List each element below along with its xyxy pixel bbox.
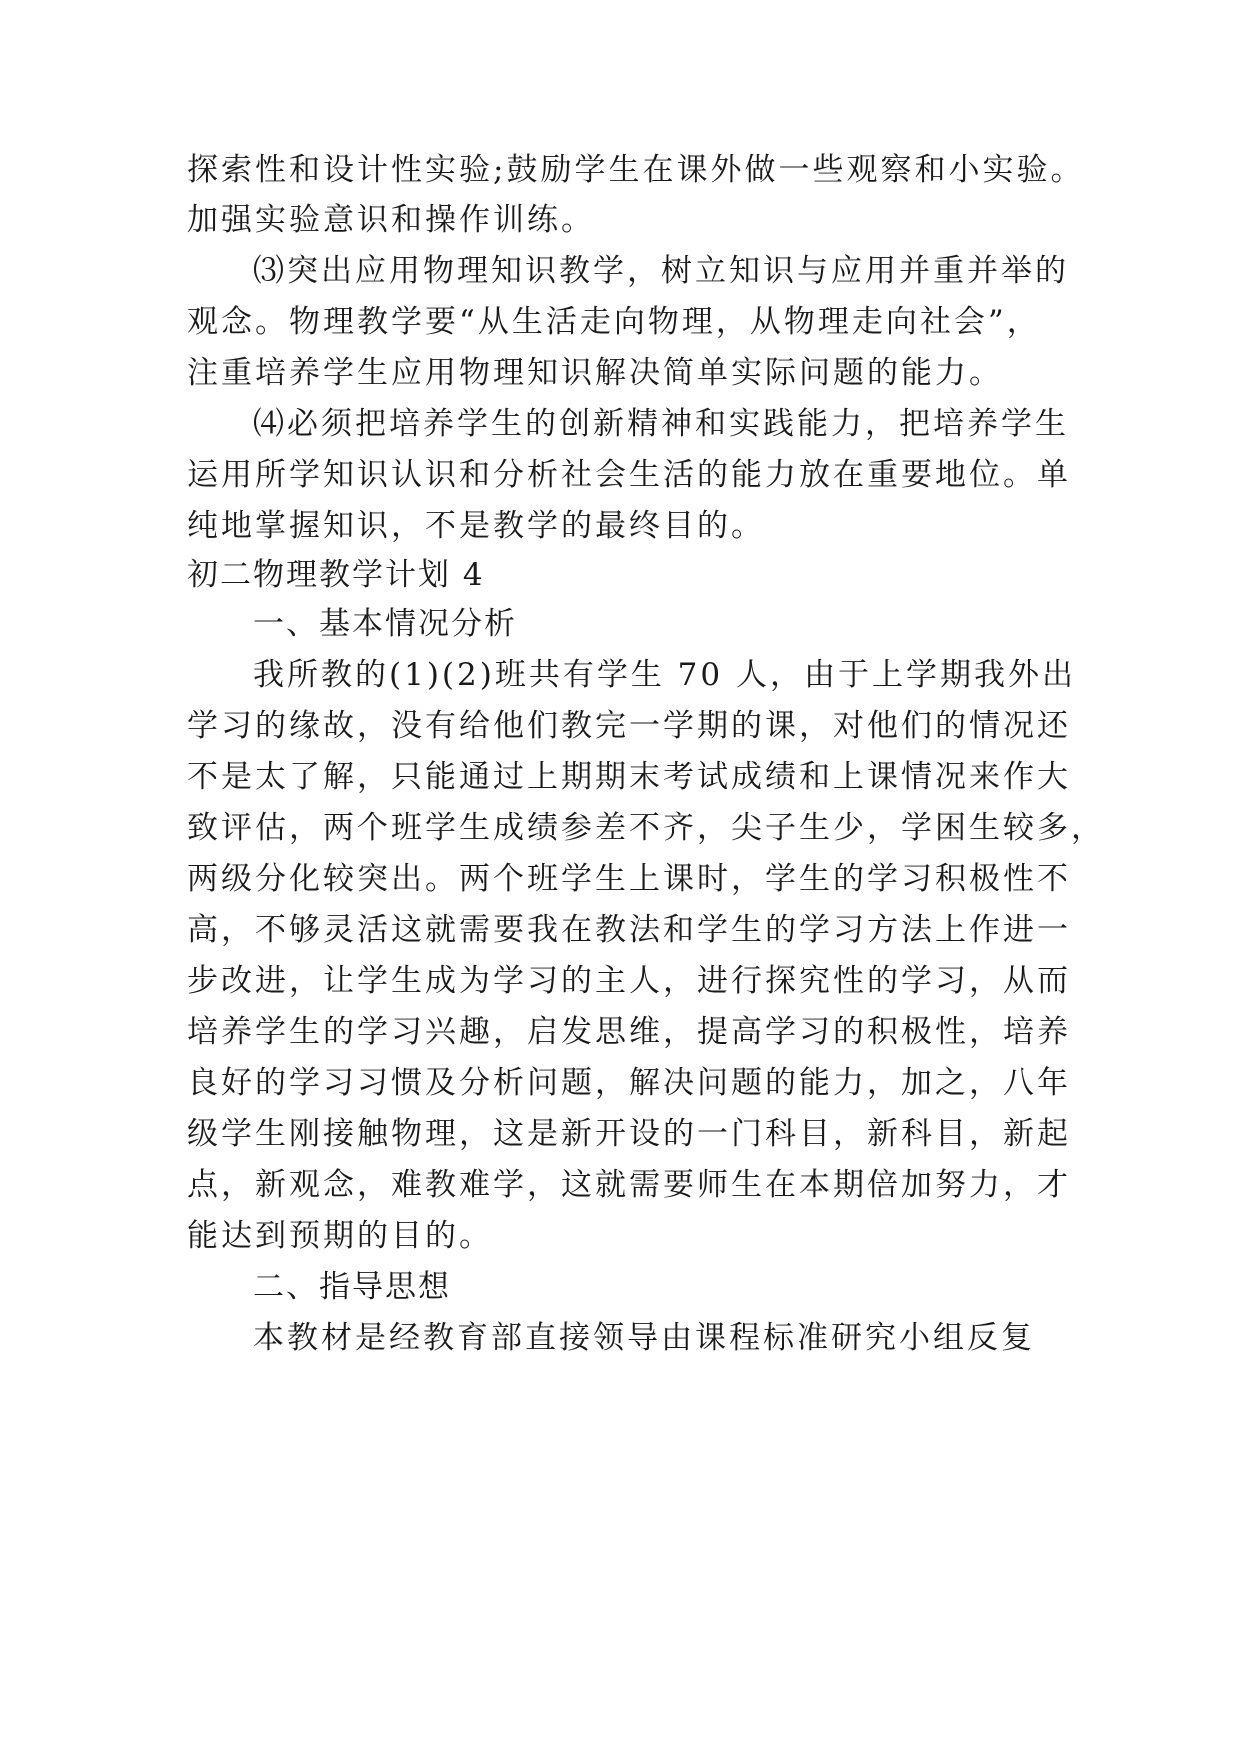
subsection-heading: 二、指导思想 <box>253 1269 451 1305</box>
text-line: 两级分化较突出。两个班学生上课时，学生的学习积极性不 <box>187 861 1071 897</box>
text-line: 我所教的(1)(2)班共有学生 70 人，由于上学期我外出 <box>253 657 1076 693</box>
text-line: 步改进，让学生成为学习的主人，进行探究性的学习，从而 <box>187 963 1071 999</box>
text-line: 不是太了解，只能通过上期期末考试成绩和上课情况来作大 <box>187 759 1071 795</box>
text-line: 观念。物理教学要“从生活走向物理，从物理走向社会”， <box>187 304 1041 340</box>
text-line: 高，不够灵活这就需要我在教法和学生的学习方法上作进一 <box>187 912 1071 948</box>
text-line: 运用所学知识认识和分析社会生活的能力放在重要地位。单 <box>187 457 1071 493</box>
text-line: 本教材是经教育部直接领导由课程标准研究小组反复 <box>253 1320 1035 1356</box>
text-line: 级学生刚接触物理，这是新开设的一门科目，新科目，新起 <box>187 1116 1071 1152</box>
text-line: 能达到预期的目的。 <box>187 1218 493 1254</box>
text-line: 纯地掌握知识，不是教学的最终目的。 <box>187 508 765 544</box>
text-line: 致评估，两个班学生成绩参差不齐，尖子生少，学困生较多， <box>187 810 1105 846</box>
subsection-heading: 一、基本情况分析 <box>253 606 517 642</box>
text-line: 良好的学习习惯及分析问题，解决问题的能力，加之，八年 <box>187 1065 1071 1101</box>
text-line: 注重培养学生应用物理知识解决简单实际问题的能力。 <box>187 355 1003 391</box>
text-line: 点，新观念，难教难学，这就需要师生在本期倍加努力，才 <box>187 1167 1071 1203</box>
section-title: 初二物理教学计划 4 <box>187 557 485 593</box>
text-line: 探索性和设计性实验;鼓励学生在课外做一些观察和小实验。 <box>187 152 1085 188</box>
text-line: ⑷必须把培养学生的创新精神和实践能力，把培养学生 <box>253 406 1069 442</box>
text-line: ⑶突出应用物理知识教学，树立知识与应用并重并举的 <box>253 253 1069 289</box>
text-line: 培养学生的学习兴趣，启发思维，提高学习的积极性，培养 <box>187 1014 1071 1050</box>
text-line: 加强实验意识和操作训练。 <box>187 202 595 238</box>
text-line: 学习的缘故，没有给他们教完一学期的课，对他们的情况还 <box>187 708 1071 744</box>
